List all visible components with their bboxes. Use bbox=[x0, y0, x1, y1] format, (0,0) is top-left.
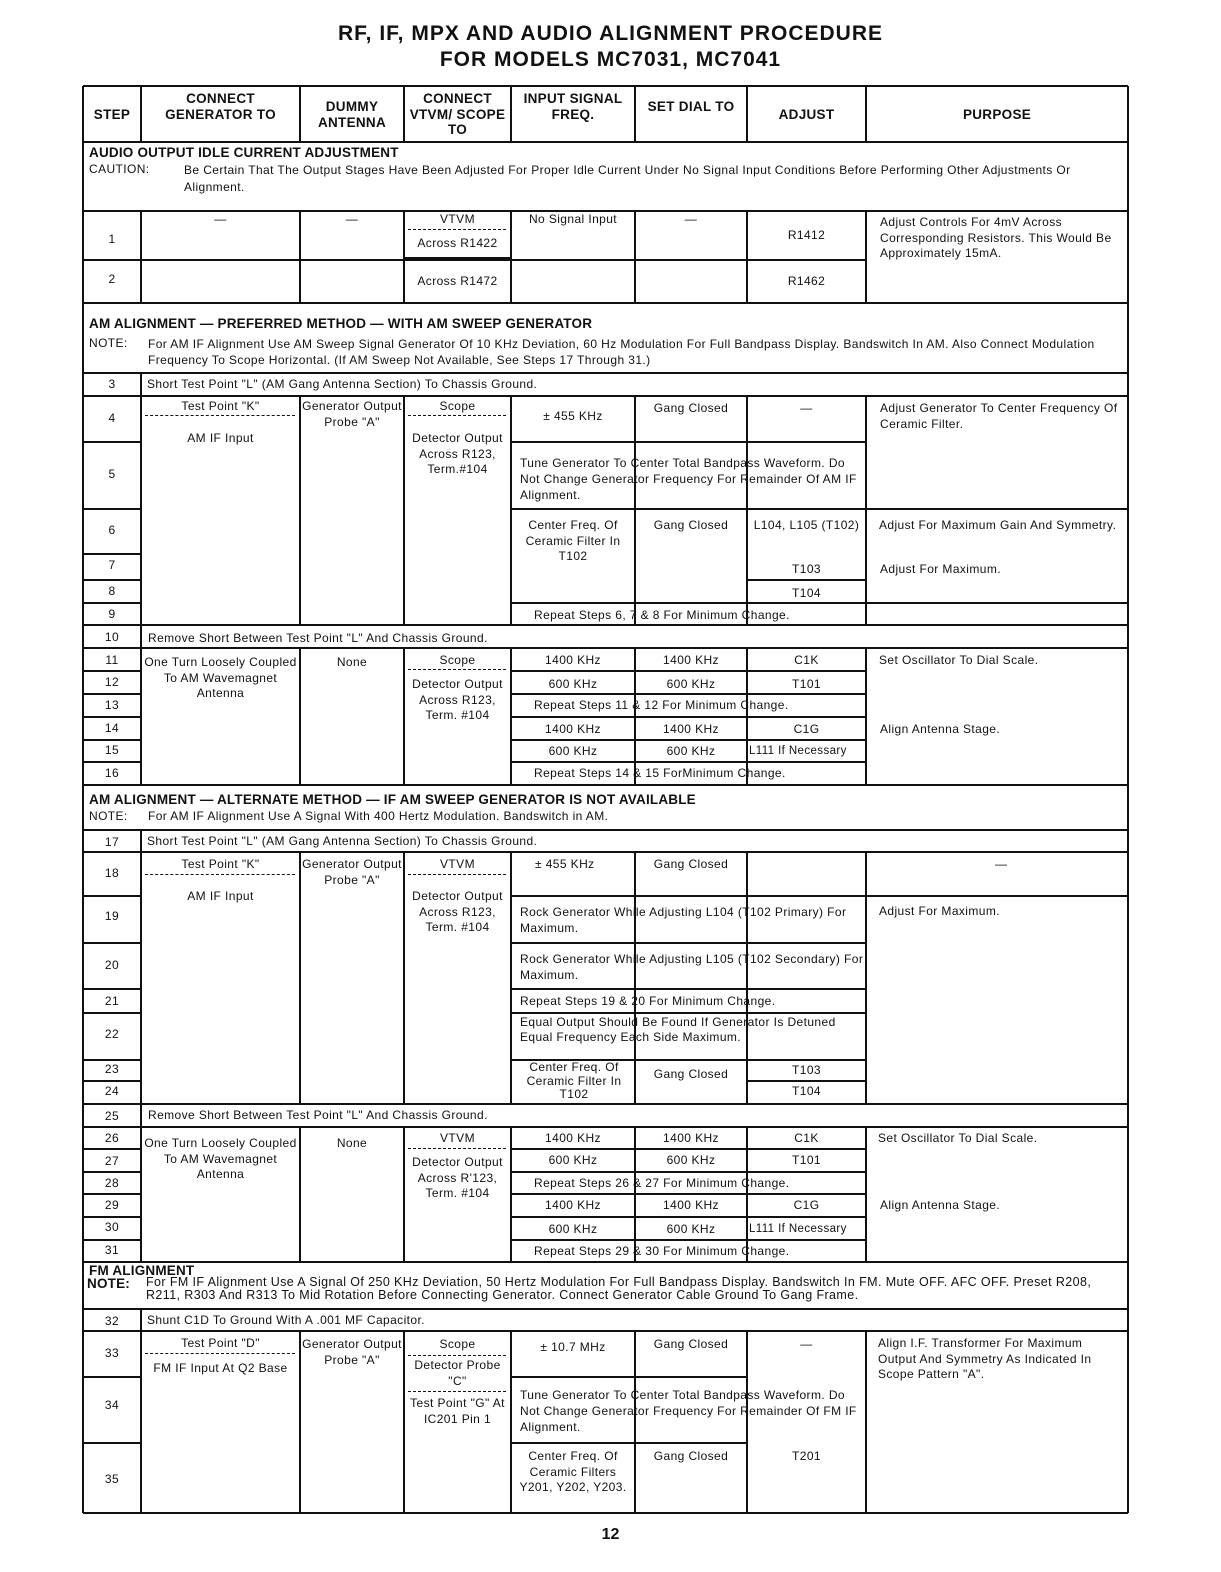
step31-text: Repeat Steps 29 & 30 For Minimum Change. bbox=[534, 1244, 790, 1258]
center-freq-35: Center Freq. Of Ceramic Filters Y201, Y202, Y203. bbox=[519, 1449, 627, 1494]
gang-closed-33: Gang Closed bbox=[653, 1337, 729, 1351]
step13-text: Repeat Steps 11 & 12 For Minimum Change. bbox=[534, 698, 789, 712]
grid-line bbox=[83, 895, 141, 896]
grid-line bbox=[140, 1104, 141, 1127]
step-number: 14 bbox=[104, 721, 120, 735]
step-header: STEP bbox=[93, 107, 131, 122]
page-title-line1: RF, IF, MPX AND AUDIO ALIGNMENT PROCEDURE bbox=[337, 22, 883, 45]
gang-closed-6: Gang Closed bbox=[653, 518, 729, 532]
grid-line bbox=[510, 1331, 511, 1513]
grid-line bbox=[747, 259, 866, 260]
vtvm-across-r1472: Across R1472 bbox=[417, 274, 498, 288]
dashed-divider bbox=[145, 874, 295, 875]
one-turn-coupled: One Turn Loosely Coupled To AM Wavemagnet Antenna bbox=[144, 655, 297, 700]
grid-line bbox=[82, 86, 84, 1513]
adjust-l111-30: L111 If Necessary bbox=[749, 1223, 847, 1235]
am-preferred-title: AM ALIGNMENT — PREFERRED METHOD — WITH AM SWEEP GENERATOR bbox=[89, 316, 593, 331]
adjust-c1k: C1K bbox=[794, 653, 819, 667]
dashed-divider bbox=[145, 1353, 295, 1354]
audio-purpose: Adjust Controls For 4mV Across Corresponding Resistors. This Would Be Approximately 15mA. bbox=[880, 215, 1112, 260]
step-number: 26 bbox=[104, 1131, 120, 1145]
am-if-input-18: AM IF Input bbox=[187, 889, 254, 903]
adjust-header: ADJUST bbox=[778, 107, 835, 122]
adjust-t103: T103 bbox=[792, 562, 821, 576]
detector-output-26: Detector Output Across R'123, Term. #104 bbox=[412, 1155, 503, 1200]
purpose-step19: Adjust For Maximum. bbox=[879, 904, 1000, 918]
grid-line bbox=[403, 852, 404, 1104]
gang-closed-18: Gang Closed bbox=[653, 857, 729, 871]
grid-line bbox=[511, 988, 866, 989]
dashed-divider bbox=[408, 1391, 506, 1392]
vtvm-label-26: VTVM bbox=[440, 1131, 475, 1145]
detector-probe: Detector Probe "C" bbox=[414, 1358, 501, 1388]
center-freq-23: Center Freq. Of Ceramic Filter In T102 bbox=[526, 1060, 622, 1101]
grid-line bbox=[299, 852, 300, 1104]
grid-line bbox=[511, 441, 747, 442]
step-number: 17 bbox=[104, 835, 120, 849]
purpose-step7: Adjust For Maximum. bbox=[880, 562, 1001, 576]
step-number: 13 bbox=[104, 698, 120, 712]
vtvm-across-r1422: Across R1422 bbox=[417, 236, 498, 250]
input-1400-14: 1400 KHz bbox=[545, 722, 601, 736]
grid-line bbox=[865, 396, 866, 625]
grid-line bbox=[510, 852, 511, 1104]
dial-600-15: 600 KHz bbox=[666, 744, 716, 758]
step-number: 10 bbox=[104, 630, 120, 644]
step-number: 28 bbox=[104, 1176, 120, 1190]
step-number: 4 bbox=[108, 411, 116, 425]
adjust-l104-l105: L104, L105 (T102) bbox=[753, 518, 860, 532]
purpose-header: PURPOSE bbox=[962, 107, 1032, 122]
grid-line bbox=[634, 211, 635, 303]
vtvm-label-18: VTVM bbox=[440, 857, 475, 871]
step-number: 27 bbox=[104, 1154, 120, 1168]
generator-output-33: Generator Output Probe "A" bbox=[302, 1337, 402, 1367]
gang-closed: Gang Closed bbox=[653, 401, 729, 415]
grid-line bbox=[403, 86, 404, 142]
purpose-step14: Align Antenna Stage. bbox=[880, 722, 1001, 736]
grid-line bbox=[83, 1216, 141, 1217]
center-freq: Center Freq. Of Ceramic Filter In T102 bbox=[525, 518, 621, 563]
grid-line bbox=[634, 86, 635, 142]
scope-label: Scope bbox=[439, 399, 476, 413]
grid-line bbox=[83, 624, 1128, 625]
grid-line bbox=[865, 852, 866, 1104]
adjust-l111: L111 If Necessary bbox=[749, 745, 847, 757]
gang-closed-23: Gang Closed bbox=[653, 1067, 729, 1081]
grid-line bbox=[83, 942, 141, 943]
am-if-input: AM IF Input bbox=[187, 431, 254, 445]
step17-text: Short Test Point "L" (AM Gang Antenna Section) To Chassis Ground. bbox=[147, 834, 538, 848]
dashed-divider bbox=[145, 415, 295, 416]
grid-line bbox=[83, 784, 1128, 786]
grid-line bbox=[83, 1308, 1128, 1310]
dial-1400-26: 1400 KHz bbox=[663, 1131, 719, 1145]
input-455: ± 455 KHz bbox=[543, 409, 603, 423]
step-number: 33 bbox=[104, 1346, 120, 1360]
grid-line bbox=[83, 1080, 141, 1081]
grid-line bbox=[83, 1126, 1128, 1127]
adjust-c1g-29: C1G bbox=[793, 1198, 820, 1212]
grid-line bbox=[83, 441, 141, 442]
grid-line bbox=[511, 716, 866, 717]
vtvm-label: VTVM bbox=[440, 212, 475, 226]
grid-line bbox=[83, 739, 141, 740]
grid-line bbox=[299, 1127, 300, 1262]
generator-cell: — bbox=[214, 212, 227, 226]
step3-text: Short Test Point "L" (AM Gang Antenna Section) To Chassis Ground. bbox=[147, 377, 538, 391]
purpose-step6: Adjust For Maximum Gain And Symmetry. bbox=[879, 518, 1117, 532]
am-preferred-note: For AM IF Alignment Use AM Sweep Signal Generator Of 10 KHz Deviation, 60 Hz Modulation For Full Bandpass Display. Bandswitch In AM. Also Connect Modulation Frequency To Scope Horizontal. (If AM Sweep Not Available, See Steps 17 Through 31.) bbox=[148, 337, 1095, 367]
step-number: 29 bbox=[104, 1198, 120, 1212]
step-number: 34 bbox=[104, 1398, 120, 1412]
input-signal-header: INPUT SIGNAL FREQ. bbox=[523, 91, 623, 122]
grid-line bbox=[511, 1376, 747, 1377]
step-number: 24 bbox=[104, 1084, 120, 1098]
fm-note: For FM IF Alignment Use A Signal Of 250 KHz Deviation, 50 Hertz Modulation For Full Bandpass Display. Bandswitch In FM. Mute OFF. AFC OFF. Preset R208, R211, R303 And R313 To Mid Rotation Before Connecting Generator. Connect Generator Cable Ground To Gang Frame. bbox=[146, 1275, 1092, 1302]
grid-line bbox=[511, 1193, 866, 1194]
grid-line bbox=[403, 648, 404, 785]
dummy-none: None bbox=[336, 655, 368, 669]
detector-output-11: Detector Output Across R123, Term. #104 bbox=[412, 677, 503, 722]
grid-line bbox=[511, 942, 866, 943]
generator-output-18: Generator Output Probe "A" bbox=[302, 857, 402, 887]
step10-text: Remove Short Between Test Point "L" And Chassis Ground. bbox=[148, 631, 488, 645]
dummy-antenna-header: DUMMY ANTENNA bbox=[317, 99, 387, 130]
input-1400: 1400 KHz bbox=[545, 653, 601, 667]
input-107: ± 10.7 MHz bbox=[540, 1340, 606, 1354]
step-number: 6 bbox=[108, 523, 116, 537]
grid-line bbox=[634, 396, 635, 625]
grid-line bbox=[140, 625, 141, 648]
grid-line bbox=[747, 1080, 866, 1081]
grid-line bbox=[140, 86, 141, 142]
input-600-15: 600 KHz bbox=[548, 744, 598, 758]
dummy-antenna-cell: — bbox=[345, 212, 359, 226]
connect-vtvm-header: CONNECT VTVM/ SCOPE TO bbox=[409, 91, 506, 137]
grid-line bbox=[511, 1171, 866, 1172]
input-600-27: 600 KHz bbox=[548, 1153, 598, 1167]
test-point-d: Test Point "D" bbox=[181, 1336, 260, 1350]
grid-line bbox=[510, 86, 511, 142]
gang-closed-35: Gang Closed bbox=[653, 1449, 729, 1463]
test-point-g: Test Point "G" At IC201 Pin 1 bbox=[410, 1396, 505, 1426]
grid-line bbox=[403, 1127, 404, 1262]
input-600: 600 KHz bbox=[548, 677, 598, 691]
am-alternate-note-label: NOTE: bbox=[89, 809, 128, 823]
step-number: 23 bbox=[104, 1062, 120, 1076]
grid-line bbox=[299, 648, 300, 785]
grid-line bbox=[511, 508, 1128, 509]
grid-line bbox=[403, 1331, 404, 1513]
step-number: 1 bbox=[108, 232, 116, 246]
grid-line bbox=[83, 670, 141, 671]
step-number: 3 bbox=[108, 377, 116, 391]
grid-line bbox=[83, 395, 1128, 396]
grid-line bbox=[511, 693, 866, 694]
grid-line bbox=[511, 1239, 866, 1240]
grid-line bbox=[510, 396, 511, 625]
dial-600-30: 600 KHz bbox=[666, 1222, 716, 1236]
adjust-r1412: R1412 bbox=[787, 228, 826, 242]
step-number: 35 bbox=[104, 1472, 120, 1486]
step9-text: Repeat Steps 6, 7 & 8 For Minimum Change. bbox=[534, 608, 790, 622]
input-no-signal: No Signal Input bbox=[528, 212, 618, 226]
dial-1400: 1400 KHz bbox=[663, 653, 719, 667]
am-alternate-note: For AM IF Alignment Use A Signal With 400 Hertz Modulation. Bandswitch in AM. bbox=[148, 809, 609, 823]
fm-title: FM ALIGNMENT bbox=[89, 1263, 195, 1278]
dashed-divider bbox=[408, 229, 506, 230]
grid-line bbox=[747, 579, 866, 580]
grid-line bbox=[865, 1331, 866, 1513]
grid-line bbox=[511, 1216, 866, 1217]
grid-line bbox=[83, 1171, 141, 1172]
audio-caution-label: CAUTION: bbox=[89, 162, 150, 176]
grid-line bbox=[511, 1442, 747, 1443]
audio-caution-text: Be Certain That The Output Stages Have Been Adjusted For Proper Idle Current Under No Signal Input Conditions Before Performing Other Adjustments Or Alignment. bbox=[184, 163, 1071, 194]
purpose-step33: Align I.F. Transformer For Maximum Output And Symmetry As Indicated In Scope Pattern "A". bbox=[878, 1336, 1092, 1381]
dummy-none-26: None bbox=[336, 1136, 368, 1150]
grid-line bbox=[83, 579, 141, 580]
grid-line bbox=[83, 553, 141, 554]
set-dial-header: SET DIAL TO bbox=[647, 99, 735, 114]
adjust-t103-23: T103 bbox=[792, 1063, 821, 1077]
grid-line bbox=[140, 373, 141, 396]
test-point-k-18: Test Point "K" bbox=[181, 857, 260, 871]
grid-line bbox=[83, 647, 1128, 648]
grid-line bbox=[746, 86, 747, 142]
purpose-step26: Set Oscillator To Dial Scale. bbox=[878, 1131, 1038, 1145]
purpose-step29: Align Antenna Stage. bbox=[880, 1198, 1001, 1212]
purpose-step11: Set Oscillator To Dial Scale. bbox=[879, 653, 1039, 667]
grid-line bbox=[404, 259, 511, 260]
grid-line bbox=[83, 716, 141, 717]
grid-line bbox=[511, 670, 866, 671]
page-title-line2: FOR MODELS MC7031, MC7041 bbox=[439, 48, 782, 71]
grid-line bbox=[83, 988, 141, 989]
step-number: 9 bbox=[108, 607, 116, 621]
fm-note-label: NOTE: bbox=[87, 1276, 130, 1291]
grid-line bbox=[83, 85, 1128, 87]
dial-600-27: 600 KHz bbox=[666, 1153, 716, 1167]
grid-line bbox=[140, 830, 141, 852]
dashed-divider bbox=[408, 1148, 506, 1149]
adjust-t101-27: T101 bbox=[792, 1153, 821, 1167]
input-1400-29: 1400 KHz bbox=[545, 1198, 601, 1212]
dashed-divider bbox=[408, 415, 506, 416]
grid-line bbox=[83, 1512, 1128, 1514]
grid-line bbox=[299, 86, 300, 142]
grid-line bbox=[83, 761, 141, 762]
adjust-dash-33: — bbox=[800, 1337, 813, 1351]
grid-line bbox=[511, 1148, 866, 1149]
adjust-dash: — bbox=[800, 401, 813, 415]
step34-text: Tune Generator To Center Total Bandpass Waveform. Do Not Change Generator Frequency For Remainder Of FM IF Alignment. bbox=[520, 1388, 857, 1434]
grid-line bbox=[83, 693, 141, 694]
step-number: 20 bbox=[104, 958, 120, 972]
step5-text: Tune Generator To Center Total Bandpass Waveform. Do Not Change Generator Frequency For Remainder Of AM IF Alignment. bbox=[520, 456, 857, 502]
grid-line bbox=[746, 211, 747, 303]
grid-line bbox=[140, 211, 141, 303]
detector-output-18: Detector Output Across R123, Term. #104 bbox=[412, 889, 503, 934]
step-number: 8 bbox=[108, 584, 116, 598]
adjust-t104: T104 bbox=[792, 586, 821, 600]
step-number: 2 bbox=[108, 272, 116, 286]
grid-line bbox=[865, 86, 866, 142]
input-1400-26: 1400 KHz bbox=[545, 1131, 601, 1145]
scope-label-11: Scope bbox=[439, 653, 476, 667]
dial-cell: — bbox=[684, 212, 698, 226]
grid-line bbox=[83, 1239, 141, 1240]
adjust-c1k-26: C1K bbox=[794, 1131, 819, 1145]
step-number: 32 bbox=[104, 1314, 120, 1328]
grid-line bbox=[83, 302, 1128, 304]
am-alternate-title: AM ALIGNMENT — ALTERNATE METHOD — IF AM SWEEP GENERATOR IS NOT AVAILABLE bbox=[89, 792, 696, 807]
grid-line bbox=[140, 1331, 141, 1513]
step19-text: Rock Generator While Adjusting L104 (T102 Primary) For Maximum. bbox=[520, 905, 847, 935]
grid-line bbox=[83, 508, 141, 509]
step-number: 16 bbox=[104, 766, 120, 780]
grid-line bbox=[83, 1376, 141, 1377]
grid-line bbox=[299, 396, 300, 625]
connect-generator-header: CONNECT GENERATOR TO bbox=[165, 91, 276, 122]
one-turn-coupled-26: One Turn Loosely Coupled To AM Wavemagnet Antenna bbox=[144, 1136, 297, 1181]
step20-text: Rock Generator While Adjusting L105 (T102 Secondary) For Maximum. bbox=[520, 952, 864, 982]
step25-text: Remove Short Between Test Point "L" And Chassis Ground. bbox=[148, 1108, 488, 1122]
adjust-c1g: C1G bbox=[793, 722, 820, 736]
input-600-30: 600 KHz bbox=[548, 1222, 598, 1236]
step-number: 30 bbox=[104, 1220, 120, 1234]
step-number: 5 bbox=[108, 467, 116, 481]
grid-line bbox=[299, 211, 300, 303]
grid-line bbox=[511, 761, 866, 762]
grid-line bbox=[140, 396, 141, 625]
purpose-dash-18: — bbox=[995, 857, 1008, 871]
step-number: 18 bbox=[104, 866, 120, 880]
adjust-t201: T201 bbox=[792, 1449, 821, 1463]
step22-text: Equal Output Should Be Found If Generator Is Detuned Equal Frequency Each Side Maximum. bbox=[520, 1015, 836, 1044]
step28-text: Repeat Steps 26 & 27 For Minimum Change. bbox=[534, 1176, 790, 1190]
dashed-divider bbox=[408, 1355, 506, 1356]
step16-text: Repeat Steps 14 & 15 ForMinimum Change. bbox=[534, 766, 786, 780]
purpose-step4: Adjust Generator To Center Frequency Of Ceramic Filter. bbox=[880, 401, 1118, 431]
grid-line bbox=[83, 1012, 141, 1013]
step-number: 25 bbox=[104, 1109, 120, 1123]
grid-line bbox=[83, 851, 1128, 852]
step-number: 7 bbox=[108, 558, 116, 572]
input-455-18: ± 455 KHz bbox=[535, 857, 595, 871]
grid-line bbox=[83, 1193, 141, 1194]
step-number: 21 bbox=[104, 994, 120, 1008]
grid-line bbox=[403, 396, 404, 625]
grid-line bbox=[299, 1331, 300, 1513]
grid-line bbox=[83, 829, 1128, 831]
step-number: 22 bbox=[104, 1027, 120, 1041]
grid-line bbox=[511, 739, 866, 740]
detector-output: Detector Output Across R123, Term.#104 bbox=[412, 431, 503, 476]
grid-line bbox=[511, 602, 1128, 603]
grid-line bbox=[404, 257, 511, 258]
grid-line bbox=[747, 441, 866, 442]
grid-line bbox=[83, 602, 141, 603]
grid-line bbox=[511, 895, 1128, 896]
test-point-k: Test Point "K" bbox=[181, 399, 260, 413]
grid-line bbox=[511, 1012, 866, 1013]
step-number: 12 bbox=[104, 675, 120, 689]
step21-text: Repeat Steps 19 & 20 For Minimum Change. bbox=[520, 994, 776, 1008]
page-number: 12 bbox=[601, 1526, 620, 1543]
dial-1400-14: 1400 KHz bbox=[663, 722, 719, 736]
dial-1400-29: 1400 KHz bbox=[663, 1198, 719, 1212]
audio-section-title: AUDIO OUTPUT IDLE CURRENT ADJUSTMENT bbox=[89, 145, 399, 160]
grid-line bbox=[634, 1060, 635, 1104]
grid-line bbox=[746, 1060, 747, 1104]
adjust-r1462: R1462 bbox=[787, 274, 826, 288]
step-number: 15 bbox=[104, 743, 120, 757]
scope-label-33: Scope bbox=[439, 1337, 476, 1351]
adjust-t104-24: T104 bbox=[792, 1084, 821, 1098]
dashed-divider bbox=[408, 669, 506, 670]
am-preferred-note-label: NOTE: bbox=[89, 336, 128, 350]
step-number: 31 bbox=[104, 1243, 120, 1257]
generator-output: Generator Output Probe "A" bbox=[302, 399, 402, 429]
grid-line bbox=[83, 1059, 141, 1060]
grid-line bbox=[1127, 86, 1129, 1513]
grid-line bbox=[83, 372, 1128, 374]
step-number: 11 bbox=[105, 653, 119, 667]
grid-line bbox=[83, 1261, 1128, 1263]
fm-if-input: FM IF Input At Q2 Base bbox=[153, 1361, 288, 1375]
grid-line bbox=[83, 1442, 141, 1443]
grid-line bbox=[865, 211, 866, 303]
dial-600: 600 KHz bbox=[666, 677, 716, 691]
grid-line bbox=[83, 141, 1128, 143]
step32-text: Shunt C1D To Ground With A .001 MF Capacitor. bbox=[147, 1313, 425, 1327]
grid-line bbox=[746, 396, 747, 625]
dashed-divider bbox=[408, 874, 506, 875]
adjust-t101: T101 bbox=[792, 677, 821, 691]
grid-line bbox=[140, 1309, 141, 1331]
step-number: 19 bbox=[104, 909, 120, 923]
grid-line bbox=[140, 852, 141, 1104]
grid-line bbox=[83, 1148, 141, 1149]
grid-line bbox=[83, 1103, 1128, 1104]
grid-line bbox=[83, 1330, 1128, 1331]
